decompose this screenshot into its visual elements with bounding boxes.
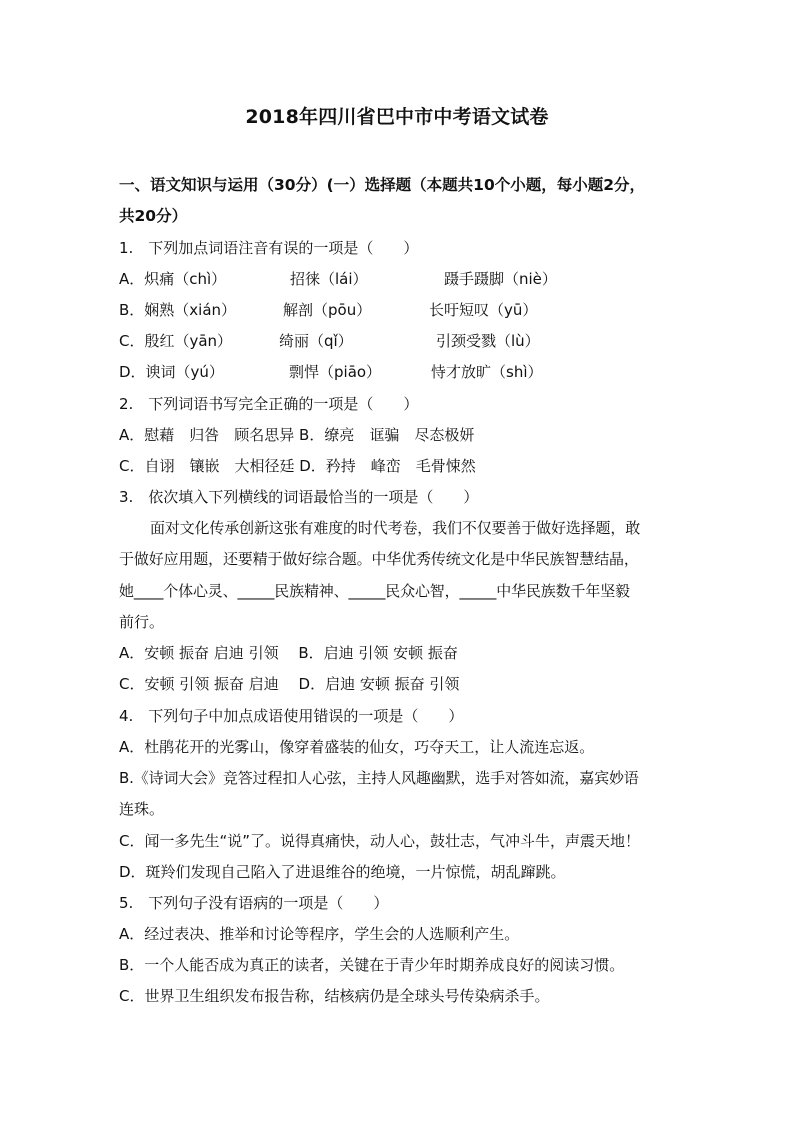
q3-passage-line-1: 面对文化传承创新这张有难度的时代考卷，我们不仅要善于做好选择题，敢 <box>150 519 641 537</box>
q1-option-c-3: 引颈受戮（lù） <box>436 332 540 350</box>
q3-options-cd: C．安顿 引领 振奋 启迪 D．启迪 安顿 振奋 引领 <box>119 675 460 693</box>
q1-option-d-3: 恃才放旷（shì） <box>431 363 543 381</box>
q1-option-a-2: 招徕（lái） <box>290 270 368 288</box>
q1-option-a-1: A．炽痛（chì） <box>119 270 227 288</box>
q3-passage-line-3: 她____个体心灵、_____民族精神、_____民众心智，_____中华民族数千年坚毅 <box>119 582 630 600</box>
q4-option-b-line-2: 连珠。 <box>119 800 165 818</box>
q5-option-b: B．一个人能否成为真正的读者，关键在于青少年时期养成良好的阅读习惯。 <box>119 956 625 974</box>
section-heading-line-1: 一、语文知识与运用（30分）(一）选择题（本题共10个小题，每小题2分， <box>119 176 646 194</box>
q1-option-d-1: D．谀词（yú） <box>119 363 224 381</box>
page-title: 2018年四川省巴中市中考语文试卷 <box>245 106 549 128</box>
q4-option-d: D．斑羚们发现自己陷入了进退维谷的绝境，一片惊慌，胡乱蹿跳。 <box>119 863 566 881</box>
q5-option-a: A．经过表决、推举和讨论等程序，学生会的人选顺利产生。 <box>119 925 520 943</box>
q1-option-c-2: 绮丽（qǐ） <box>279 332 353 350</box>
q4-option-c: C．闻一多先生“说”了。说得真痛快，动人心，鼓壮志，气冲斗牛，声震天地！ <box>119 832 641 850</box>
q5-stem: 5. 下列句子没有语病的一项是（ ） <box>119 894 389 912</box>
q1-option-b-2: 解剖（pōu） <box>283 301 372 319</box>
q1-option-c-1: C．殷红（yān） <box>119 332 233 350</box>
q4-stem: 4. 下列句子中加点成语使用错误的一项是（ ） <box>119 707 464 725</box>
q4-option-b-line-1: B.《诗词大会》竞答过程扣人心弦，主持人风趣幽默，选手对答如流，嘉宾妙语 <box>119 769 639 787</box>
q5-option-c: C．世界卫生组织发布报告称，结核病仍是全球头号传染病杀手。 <box>119 987 550 1005</box>
q4-option-a: A．杜鹃花开的光雾山，像穿着盛装的仙女，巧夺天工，让人流连忘返。 <box>119 738 595 756</box>
q2-options-cd: C．自诩 镶嵌 大相径廷 D．矜持 峰峦 毛骨悚然 <box>119 457 476 475</box>
q1-option-d-2: 剽悍（piāo） <box>289 363 382 381</box>
q1-option-b-1: B．娴熟（xián） <box>119 301 237 319</box>
q3-passage-line-2: 于做好应用题，还要精于做好综合题。中华优秀传统文化是中华民族智慧结晶， <box>119 550 639 568</box>
q2-stem: 2. 下列词语书写完全正确的一项是（ ） <box>119 395 419 413</box>
q3-options-ab: A．安顿 振奋 启迪 引领 B．启迪 引领 安顿 振奋 <box>119 644 458 662</box>
q1-option-b-3: 长吁短叹（yū） <box>429 301 538 319</box>
section-heading-line-2: 共20分） <box>119 207 188 225</box>
q3-passage-line-4: 前行。 <box>119 613 165 631</box>
q1-option-a-3: 蹑手蹑脚（niè） <box>444 270 557 288</box>
q3-stem: 3. 依次填入下列横线的词语最恰当的一项是（ ） <box>119 488 479 506</box>
q1-stem: 1. 下列加点词语注音有误的一项是（ ） <box>119 239 419 257</box>
q2-options-ab: A．慰藉 归咎 顾名思异 B．缭亮 诓骗 尽态极妍 <box>119 426 475 444</box>
